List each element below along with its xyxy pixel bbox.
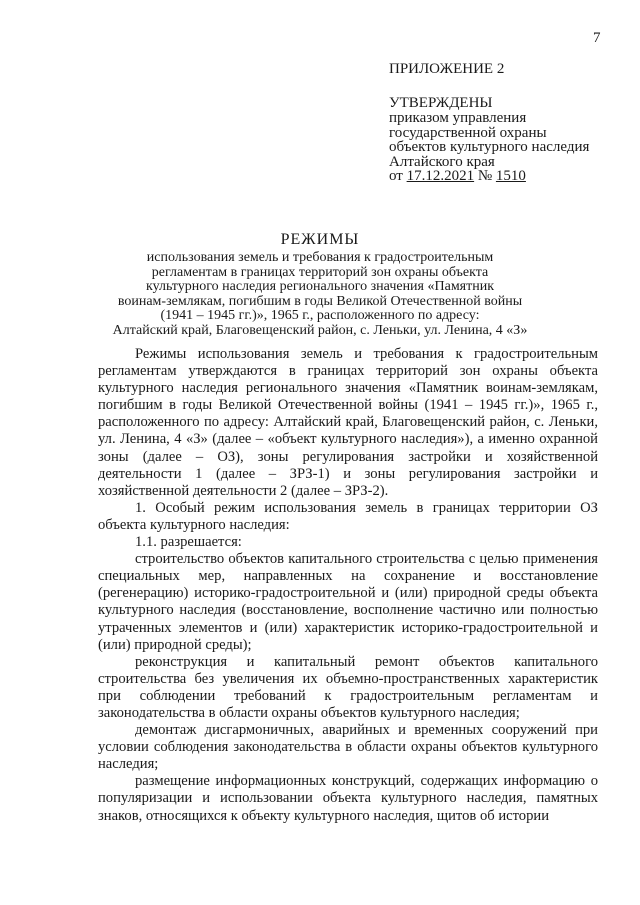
subtitle-line: (1941 – 1945 гг.)», 1965 г., расположенного по адресу: bbox=[160, 308, 480, 324]
approval-line: государственной охраны bbox=[389, 124, 547, 141]
subtitle-line: использования земель и требования к градостроительным bbox=[146, 250, 494, 265]
approval-date-line bbox=[389, 169, 589, 183]
approval-line: приказом управления bbox=[389, 110, 527, 127]
section-1-heading: 1. Особый режим использования земель в границах территории ОЗ объекта культурного наследия: bbox=[98, 499, 598, 533]
subsection-1-1: 1.1. разрешается: bbox=[135, 534, 242, 551]
subtitle-line: регламентам в границах территорий зон охраны объекта bbox=[151, 264, 489, 280]
order-number: 1510 bbox=[495, 168, 526, 185]
page-number: 7 bbox=[593, 30, 601, 46]
list-item: реконструкция и капитальный ремонт объектов капитального строительства без увеличения их объемно-пространственных характеристик при соблюдении требований к градостроительным регламентам и законодательства в области охраны объектов культурного наследия; bbox=[98, 653, 598, 721]
list-item: размещение информационных конструкций, содержащих информацию о популяризации и использовании объекта культурного наследия, памятных знаков, относящихся к объекту культурного наследия, щитов об истории bbox=[98, 773, 598, 824]
approval-block bbox=[389, 96, 589, 183]
list-item: демонтаж дисгармоничных, аварийных и временных сооружений при условии соблюдения законодательства в области охраны объектов культурного наследия; bbox=[98, 722, 598, 773]
approval-line: объектов культурного наследия bbox=[389, 139, 590, 156]
subtitle-line: Алтайский край, Благовещенский район, с. Леньки, ул. Ленина, 4 «З» bbox=[112, 322, 528, 338]
date-prefix: от bbox=[389, 168, 407, 185]
approval-heading: УТВЕРЖДЕНЫ bbox=[389, 95, 493, 111]
number-sign: № bbox=[474, 168, 496, 185]
approval-line: Алтайского края bbox=[389, 153, 495, 170]
document-subtitle bbox=[0, 251, 640, 339]
approval-date: 17.12.2021 bbox=[406, 168, 475, 185]
body-text bbox=[98, 346, 598, 825]
subtitle-line: культурного наследия регионального значения «Памятник bbox=[145, 279, 495, 295]
intro-paragraph: Режимы использования земель и требования к градостроительным регламентам утверждаются в границах территорий зон охраны объекта культурного наследия регионального значения «Памятник воинам-землякам, погибшим в годы Великой Отечественной войны (1941 – 1945 гг.)», 1965 г., расположенного по адресу: Алтайский край, Благовещенский район, с. Леньки, ул. Ленина, 4 «З» (далее – «объект культурного наследия»), а именно охранной зоны (далее – ОЗ), зоны регулирования застройки и хозяйственной деятельности 1 (далее – ЗРЗ-1) и зоны регулирования застройки и хозяйственной деятельности 2 (далее – ЗРЗ-2). bbox=[98, 346, 598, 499]
subtitle-line: воинам-землякам, погибшим в годы Великой Отечественной войны bbox=[117, 293, 523, 309]
appendix-label: ПРИЛОЖЕНИЕ 2 bbox=[389, 61, 505, 77]
title-block bbox=[0, 231, 640, 339]
document-title: РЕЖИМЫ bbox=[280, 231, 360, 248]
list-item: строительство объектов капитального строительства с целью применения специальных мер, направленных на сохранение и восстановление (регенерацию) историко-градостроительной и (или) природной среды объекта культурного наследия (восстановление, восполнение частично или полностью утраченных элементов и (или) характеристик историко-градостроительной и (или) природной среды); bbox=[98, 551, 598, 653]
